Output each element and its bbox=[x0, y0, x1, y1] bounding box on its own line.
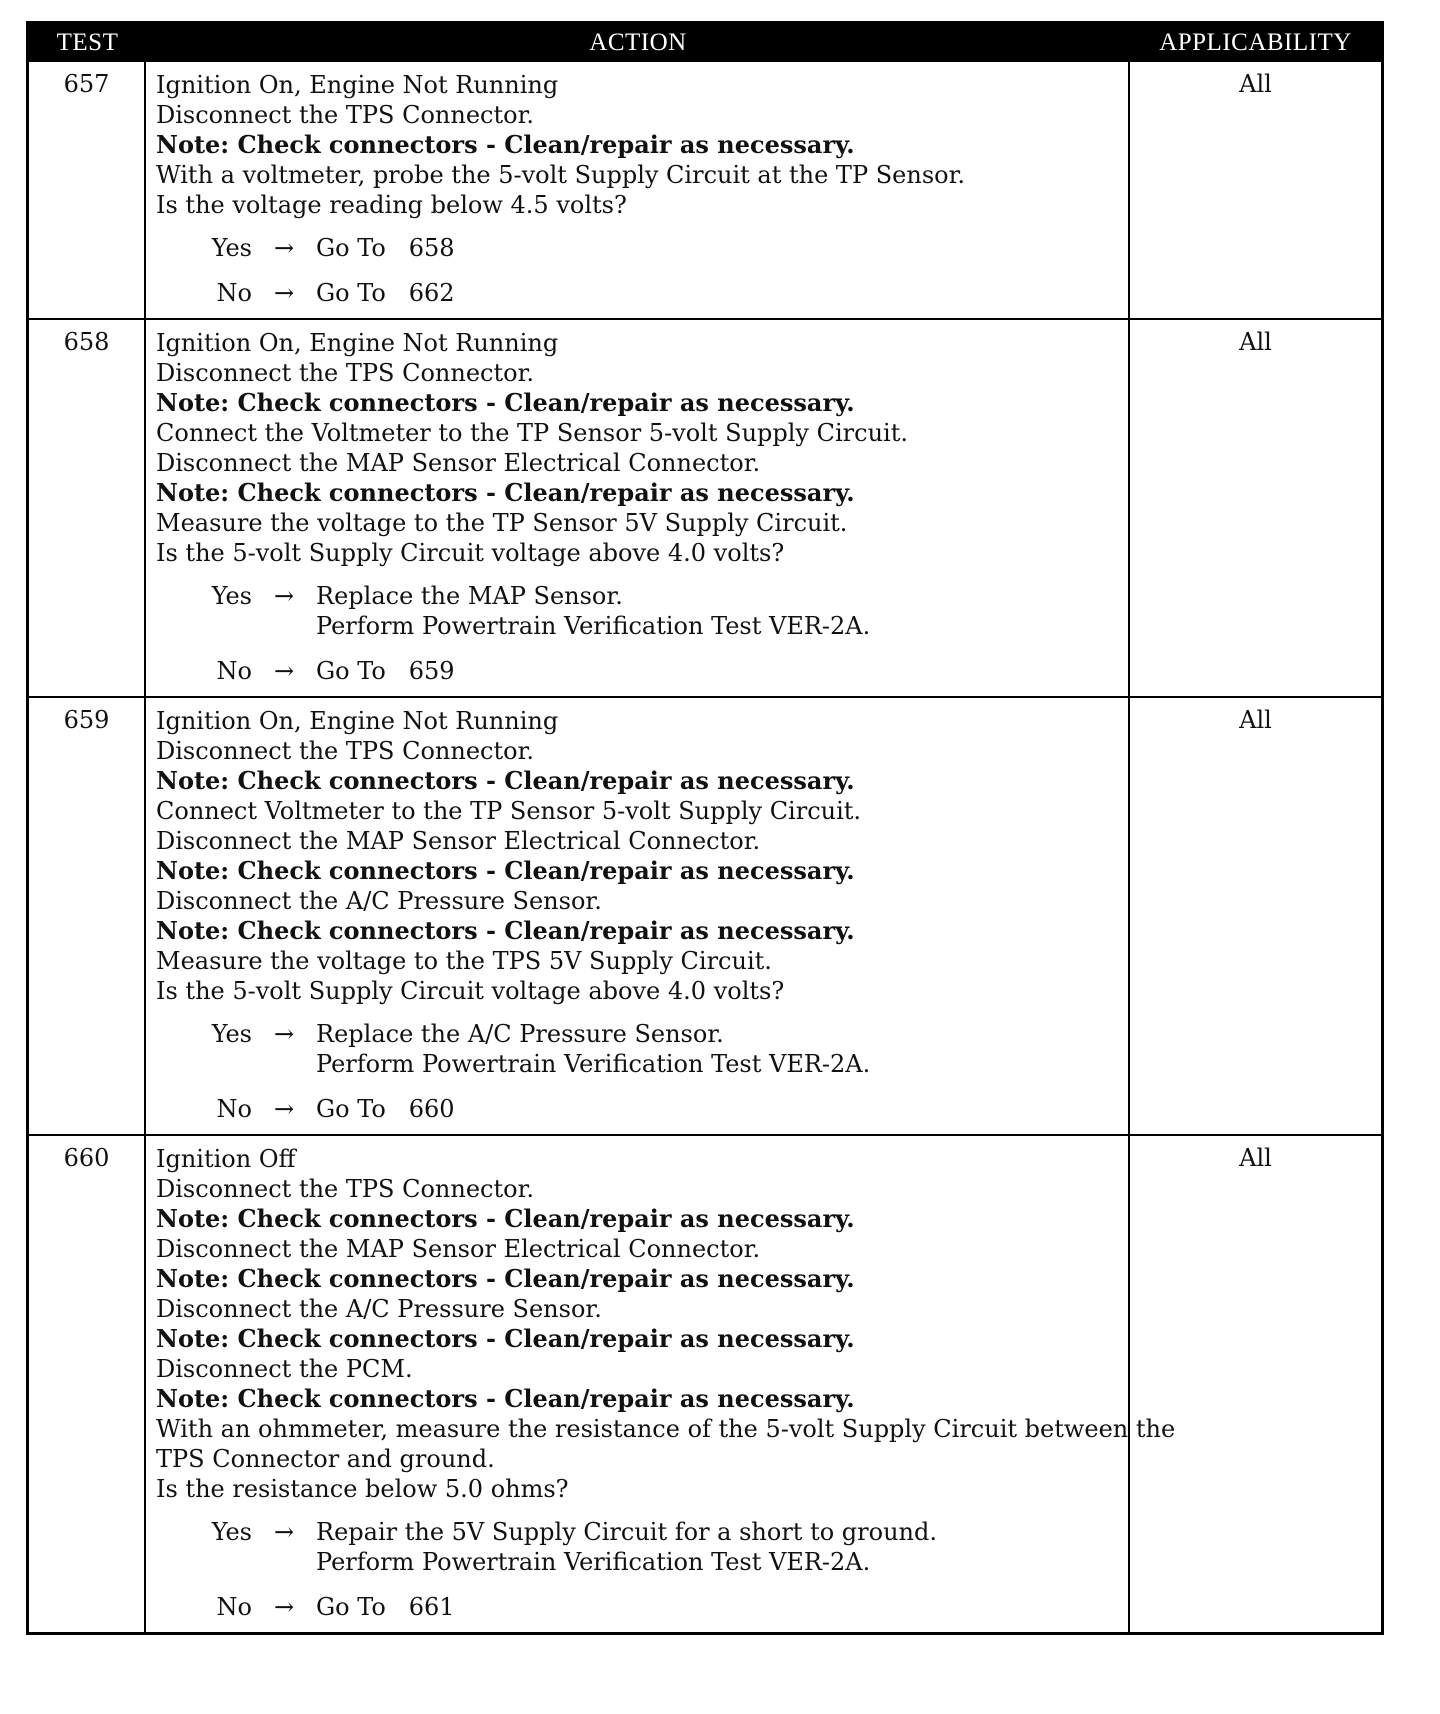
outcome-result bbox=[316, 1592, 455, 1622]
outcome-result bbox=[316, 233, 455, 263]
result-line: Go To 659 bbox=[316, 657, 455, 685]
result-line: Replace the MAP Sensor. bbox=[316, 582, 623, 610]
instruction-line: Disconnect the PCM. bbox=[156, 1355, 413, 1383]
outcomes bbox=[156, 581, 1120, 686]
outcome-answer: No bbox=[216, 1593, 252, 1621]
outcome-no bbox=[156, 1592, 1120, 1622]
result-line: Go To 661 bbox=[316, 1593, 455, 1621]
header-applicability: APPLICABILITY bbox=[1159, 29, 1352, 56]
action-cell bbox=[146, 320, 1130, 696]
right-arrow-icon: → bbox=[273, 1020, 295, 1048]
outcome-no bbox=[156, 1094, 1120, 1124]
instruction-line: Disconnect the A/C Pressure Sensor. bbox=[156, 1295, 602, 1323]
instruction-line: Disconnect the TPS Connector. bbox=[156, 359, 535, 387]
note-line: Note: Check connectors - Clean/repair as necessary. bbox=[156, 478, 855, 507]
note-line: Note: Check connectors - Clean/repair as necessary. bbox=[156, 1204, 855, 1233]
test-number: 658 bbox=[29, 320, 146, 696]
result-line: Go To 660 bbox=[316, 1095, 455, 1123]
outcomes bbox=[156, 233, 1120, 308]
instruction-line: Disconnect the MAP Sensor Electrical Connector. bbox=[156, 1235, 761, 1263]
instruction-line: Is the 5-volt Supply Circuit voltage above 4.0 volts? bbox=[156, 977, 785, 1005]
outcome-result bbox=[316, 1094, 455, 1124]
outcome-yes bbox=[156, 1517, 1120, 1577]
outcome-result bbox=[316, 581, 870, 641]
outcome-answer: Yes bbox=[211, 234, 252, 262]
note-line: Note: Check connectors - Clean/repair as necessary. bbox=[156, 388, 855, 417]
right-arrow-icon: → bbox=[273, 1095, 295, 1123]
instruction-line: Disconnect the MAP Sensor Electrical Connector. bbox=[156, 827, 761, 855]
table-header bbox=[29, 24, 1381, 62]
instruction-line: Connect Voltmeter to the TP Sensor 5-volt Supply Circuit. bbox=[156, 797, 862, 825]
result-line: Replace the A/C Pressure Sensor. bbox=[316, 1020, 724, 1048]
note-line: Note: Check connectors - Clean/repair as necessary. bbox=[156, 1264, 855, 1293]
note-line: Note: Check connectors - Clean/repair as necessary. bbox=[156, 916, 855, 945]
instruction-line: Disconnect the TPS Connector. bbox=[156, 101, 535, 129]
outcome-answer: Yes bbox=[211, 582, 252, 610]
instruction-line: Is the 5-volt Supply Circuit voltage above 4.0 volts? bbox=[156, 539, 785, 567]
outcome-yes bbox=[156, 1019, 1120, 1079]
instruction-line: Disconnect the TPS Connector. bbox=[156, 1175, 535, 1203]
outcomes bbox=[156, 1517, 1120, 1622]
instruction-line: Connect the Voltmeter to the TP Sensor 5-volt Supply Circuit. bbox=[156, 419, 908, 447]
right-arrow-icon: → bbox=[273, 582, 295, 610]
right-arrow-icon: → bbox=[273, 279, 295, 307]
instruction-line: Disconnect the A/C Pressure Sensor. bbox=[156, 887, 602, 915]
applicability-cell: All bbox=[1239, 70, 1272, 98]
action-cell bbox=[146, 1136, 1176, 1632]
result-line: Go To 662 bbox=[316, 279, 455, 307]
instruction-line: Ignition On, Engine Not Running bbox=[156, 71, 559, 99]
note-line: Note: Check connectors - Clean/repair as necessary. bbox=[156, 130, 855, 159]
note-line: Note: Check connectors - Clean/repair as necessary. bbox=[156, 1324, 855, 1353]
outcome-answer: No bbox=[216, 279, 252, 307]
instruction-line: Ignition On, Engine Not Running bbox=[156, 329, 559, 357]
instruction-line: Ignition On, Engine Not Running bbox=[156, 707, 559, 735]
applicability-cell: All bbox=[1239, 328, 1272, 356]
outcome-result bbox=[316, 656, 455, 686]
diagnostic-test-table bbox=[26, 21, 1384, 1635]
outcome-result bbox=[316, 1517, 937, 1577]
table-body bbox=[29, 62, 1381, 1632]
instruction-line: With an ohmmeter, measure the resistance of the 5-volt Supply Circuit between the bbox=[156, 1415, 1176, 1443]
test-number: 660 bbox=[29, 1136, 146, 1632]
note-line: Note: Check connectors - Clean/repair as necessary. bbox=[156, 856, 855, 885]
instruction-line: Ignition Off bbox=[156, 1145, 296, 1173]
outcome-no bbox=[156, 656, 1120, 686]
right-arrow-icon: → bbox=[273, 1593, 295, 1621]
instruction-line: Measure the voltage to the TPS 5V Supply Circuit. bbox=[156, 947, 772, 975]
note-line: Note: Check connectors - Clean/repair as necessary. bbox=[156, 1384, 855, 1413]
outcomes bbox=[156, 1019, 1120, 1124]
right-arrow-icon: → bbox=[273, 234, 295, 262]
outcome-answer: Yes bbox=[211, 1518, 252, 1546]
result-line: Go To 658 bbox=[316, 234, 455, 262]
header-action: ACTION bbox=[589, 29, 687, 56]
instruction-line: With a voltmeter, probe the 5-volt Supply Circuit at the TP Sensor. bbox=[156, 161, 966, 189]
instruction-line: Is the resistance below 5.0 ohms? bbox=[156, 1475, 569, 1503]
test-number: 657 bbox=[29, 62, 146, 318]
table-row bbox=[29, 62, 1381, 318]
instruction-line: Is the voltage reading below 4.5 volts? bbox=[156, 191, 627, 219]
result-line: Perform Powertrain Verification Test VER-2A. bbox=[316, 1548, 871, 1576]
outcome-answer: Yes bbox=[211, 1020, 252, 1048]
instruction-line: Measure the voltage to the TP Sensor 5V Supply Circuit. bbox=[156, 509, 848, 537]
outcome-yes bbox=[156, 233, 1120, 263]
outcome-answer: No bbox=[216, 1095, 252, 1123]
action-cell bbox=[146, 698, 1130, 1134]
table-row bbox=[29, 1134, 1381, 1632]
table-row bbox=[29, 318, 1381, 696]
applicability-cell: All bbox=[1239, 706, 1272, 734]
result-line: Perform Powertrain Verification Test VER-2A. bbox=[316, 612, 871, 640]
outcome-yes bbox=[156, 581, 1120, 641]
test-number: 659 bbox=[29, 698, 146, 1134]
note-line: Note: Check connectors - Clean/repair as necessary. bbox=[156, 766, 855, 795]
table-row bbox=[29, 696, 1381, 1134]
instruction-line: TPS Connector and ground. bbox=[156, 1445, 495, 1473]
applicability-cell: All bbox=[1239, 1144, 1272, 1172]
result-line: Repair the 5V Supply Circuit for a short to ground. bbox=[316, 1518, 937, 1546]
result-line: Perform Powertrain Verification Test VER-2A. bbox=[316, 1050, 871, 1078]
instruction-line: Disconnect the TPS Connector. bbox=[156, 737, 535, 765]
right-arrow-icon: → bbox=[273, 1518, 295, 1546]
outcome-result bbox=[316, 1019, 870, 1079]
header-test: TEST bbox=[56, 29, 119, 56]
outcome-answer: No bbox=[216, 657, 252, 685]
action-cell bbox=[146, 62, 1130, 318]
instruction-line: Disconnect the MAP Sensor Electrical Connector. bbox=[156, 449, 761, 477]
right-arrow-icon: → bbox=[273, 657, 295, 685]
outcome-no bbox=[156, 278, 1120, 308]
outcome-result bbox=[316, 278, 455, 308]
